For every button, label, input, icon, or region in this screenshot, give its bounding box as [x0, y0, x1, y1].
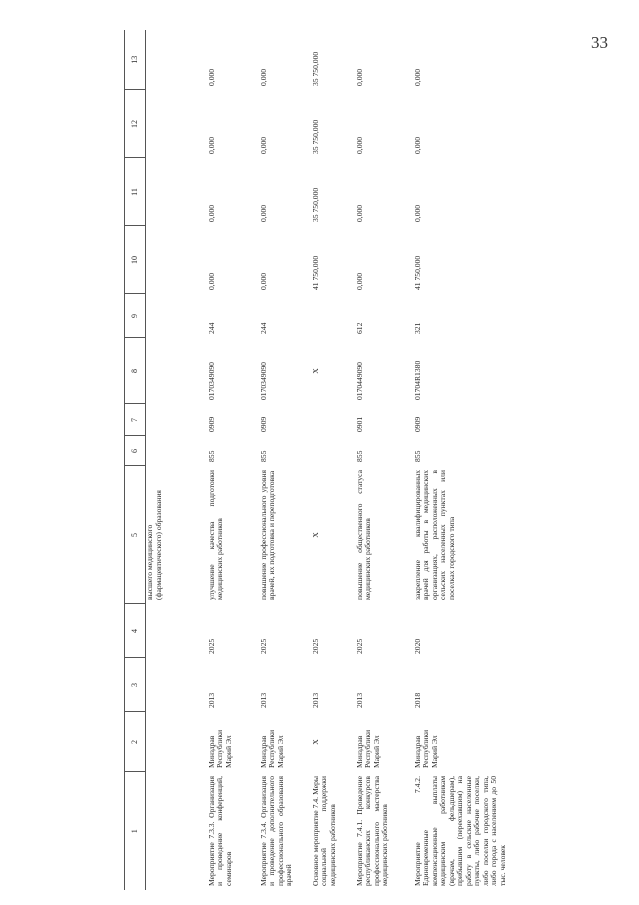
rzpr-code: 0901	[354, 416, 364, 432]
amount-col13	[146, 30, 202, 90]
end-year	[146, 604, 202, 658]
rzpr-code	[306, 404, 350, 436]
table-row	[146, 30, 202, 890]
header-row	[125, 30, 146, 890]
vr-code: 244	[206, 322, 216, 334]
vr-code: 321	[412, 322, 422, 334]
rzpr-code	[146, 404, 202, 436]
page-number: 33	[591, 33, 608, 52]
grbs-code	[146, 436, 202, 466]
end-year: 2025	[354, 638, 364, 654]
executor: Минздрав Республики Марий Эл	[354, 729, 381, 768]
amount-col10: 41 750,000	[310, 255, 320, 290]
amount-col11: 0,000	[412, 204, 422, 222]
amount-col11: 0,000	[258, 204, 268, 222]
start-year	[146, 658, 202, 712]
csr-code	[146, 338, 202, 404]
program-measures-table	[124, 30, 516, 890]
rzpr-code: 0909	[412, 416, 422, 432]
measure-name	[146, 772, 202, 890]
grbs-code: 855	[206, 450, 216, 462]
column-header: 6	[125, 436, 146, 466]
column-header: 12	[125, 90, 146, 158]
amount-col12: 0,000	[206, 136, 216, 154]
amount-col11: 0,000	[354, 204, 364, 222]
column-header: 13	[125, 30, 146, 90]
executor: Минздрав Республики Марий Эл	[206, 729, 233, 768]
start-year: 2013	[354, 692, 364, 708]
grbs-code	[306, 436, 350, 466]
table-row	[202, 30, 254, 890]
end-year: 2025	[310, 638, 320, 654]
start-year: 2018	[412, 692, 422, 708]
amount-col10: 0,000	[258, 272, 268, 290]
measure-name: Мероприятие 7.3.3. Организация и проведение конференций, семинаров	[206, 776, 233, 886]
executor: Минздрав Республики Марий Эл	[412, 729, 439, 768]
column-header: 11	[125, 158, 146, 226]
csr-code: 01704R1380	[412, 360, 422, 400]
amount-col10: 0,000	[206, 272, 216, 290]
executor	[146, 712, 202, 772]
csr-code: 0170349090	[206, 362, 216, 400]
grbs-code: 855	[354, 450, 364, 462]
vr-code	[146, 294, 202, 338]
column-header: 10	[125, 226, 146, 294]
expected-result: Х	[310, 532, 320, 538]
rotated-table-container	[124, 30, 624, 890]
amount-col10: 41 750,000	[412, 255, 422, 290]
grbs-code: 855	[258, 450, 268, 462]
expected-result: высшего медицинского (фармацевтического) образования	[145, 490, 163, 600]
amount-col13: 0,000	[354, 68, 364, 86]
column-header: 4	[125, 604, 146, 658]
rzpr-code: 0909	[258, 416, 268, 432]
amount-col13: 0,000	[206, 68, 216, 86]
amount-col11	[146, 158, 202, 226]
measure-name: Основное мероприятие 7.4. Меры социальной поддержки медицинских работников	[310, 776, 337, 886]
expected-result: повышение общественного статуса медицинских работников	[354, 470, 372, 600]
expected-result: улучшение качества подготовки медицинских работников	[206, 470, 224, 600]
amount-col12: 0,000	[412, 136, 422, 154]
end-year: 2025	[258, 638, 268, 654]
column-header: 2	[125, 712, 146, 772]
amount-col10	[146, 226, 202, 294]
start-year: 2013	[258, 692, 268, 708]
column-header: 7	[125, 404, 146, 436]
measure-name: Мероприятие 7.3.4. Организация и проведение дополнительного профессионального образования врачей	[258, 776, 293, 886]
amount-col13: 35 750,000	[310, 51, 320, 86]
csr-code: Х	[310, 368, 320, 374]
vr-code	[306, 294, 350, 338]
table-row	[254, 30, 306, 890]
amount-col13: 0,000	[258, 68, 268, 86]
measure-name: Мероприятие 7.4.2. Единовременные компенсационные выплаты медицинским работникам (врачам, фельдшерам), прибывшим (переехавшим) на работу в сельские населенные пункты, либо рабочие поселки, либо поселки городского типа, либо города с населением до 50 тыс. человек	[412, 776, 507, 886]
amount-col10: 0,000	[354, 272, 364, 290]
column-header: 5	[125, 466, 146, 604]
amount-col12: 35 750,000	[310, 119, 320, 154]
csr-code: 0170449090	[354, 362, 364, 400]
amount-col13: 0,000	[412, 68, 422, 86]
executor: Х	[310, 739, 320, 745]
table-row	[350, 30, 408, 890]
end-year: 2020	[412, 638, 422, 654]
rzpr-code: 0909	[206, 416, 216, 432]
table-row	[408, 30, 516, 890]
amount-col12	[146, 90, 202, 158]
start-year: 2013	[206, 692, 216, 708]
measure-name: Мероприятие 7.4.1. Проведение республиканских конкурсов профессионального мастерства медицинских работников	[354, 776, 389, 886]
column-header: 3	[125, 658, 146, 712]
amount-col12: 0,000	[354, 136, 364, 154]
column-header: 9	[125, 294, 146, 338]
end-year: 2025	[206, 638, 216, 654]
column-header: 8	[125, 338, 146, 404]
amount-col12: 0,000	[258, 136, 268, 154]
start-year: 2013	[310, 692, 320, 708]
executor: Минздрав Республики Марий Эл	[258, 729, 285, 768]
amount-col11: 35 750,000	[310, 187, 320, 222]
table-row	[306, 30, 350, 890]
vr-code: 244	[258, 322, 268, 334]
column-header: 1	[125, 772, 146, 890]
amount-col11: 0,000	[206, 204, 216, 222]
expected-result: закрепление квалифицированных врачей для работы в медицинских организациях, расположенных в сельских населенных пунктах или поселках городского типа	[412, 470, 456, 600]
csr-code: 0170349090	[258, 362, 268, 400]
vr-code: 612	[354, 322, 364, 334]
expected-result: повышение профессионального уровня врачей, их подготовка и переподготовка	[258, 470, 276, 600]
grbs-code: 855	[412, 450, 422, 462]
